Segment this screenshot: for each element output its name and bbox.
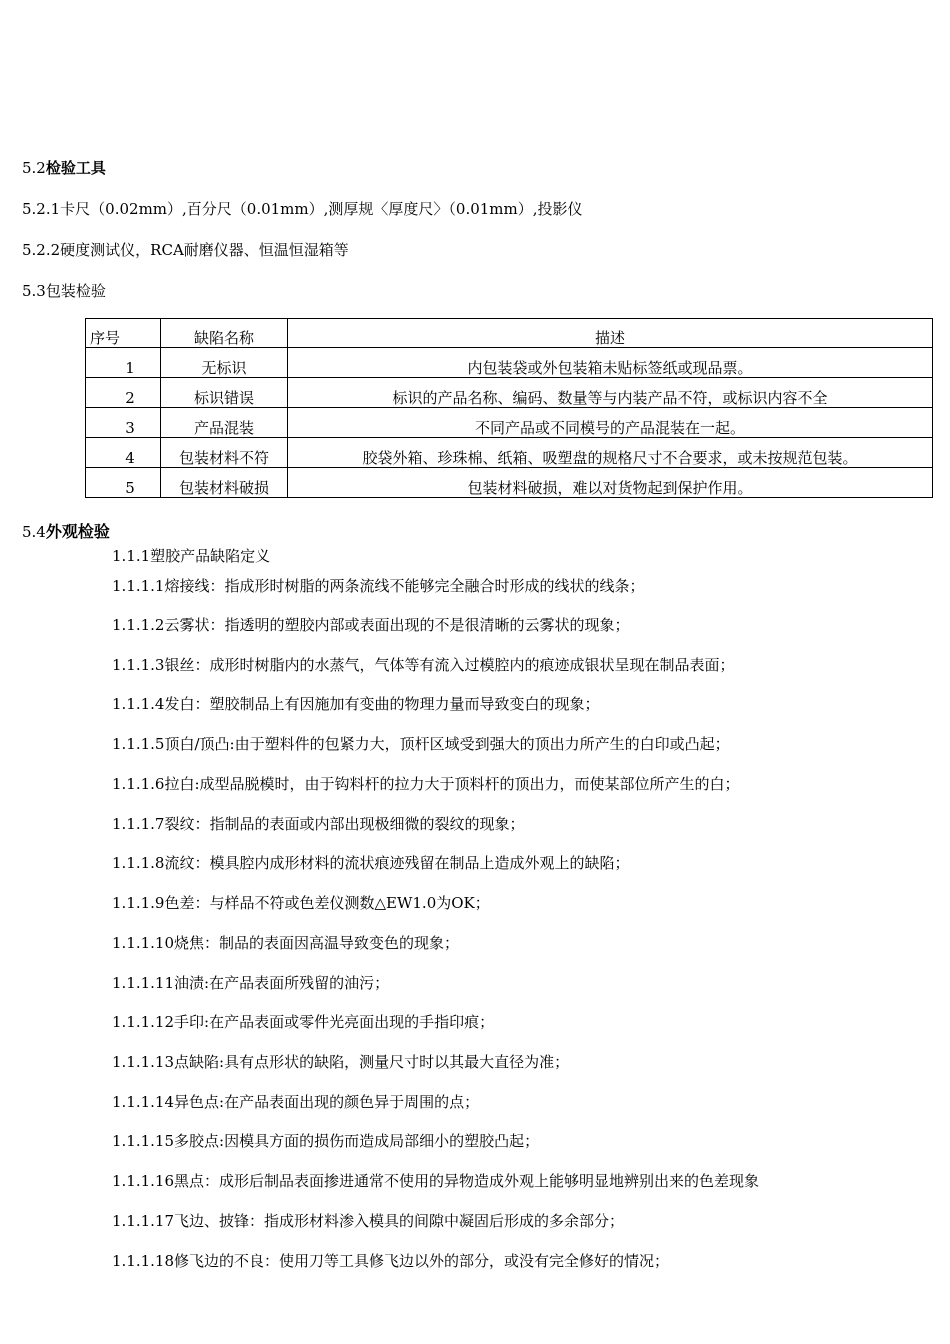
section-title: 外观检验 — [45, 522, 110, 541]
row-desc: 内包装袋或外包装箱未贴标签纸或现品票。 — [288, 348, 933, 378]
table-row — [86, 378, 933, 408]
header-desc: 描述 — [288, 319, 933, 348]
row-desc: 标识的产品名称、编码、数量等与内装产品不符，或标识内容不全 — [288, 378, 933, 408]
header-no: 序号 — [86, 319, 161, 348]
row-no: 4 — [86, 438, 161, 468]
defect-definition: 1.1.1.17飞边、披锋：指成形材料渗入模具的间隙中凝固后形成的多余部分； — [112, 1212, 625, 1230]
section-title: 检验工具 — [45, 159, 106, 177]
defect-definition: 1.1.1.8流纹：模具腔内成形材料的流状痕迹残留在制品上造成外观上的缺陷； — [112, 854, 630, 872]
defect-definition: 1.1.1.3银丝：成形时树脂内的水蒸气，气体等有流入过模腔内的痕迹成银状呈现在制品表面； — [112, 656, 735, 674]
row-no: 1 — [86, 348, 161, 378]
defect-definition: 1.1.1.18修飞边的不良：使用刀等工具修飞边以外的部分，或没有完全修好的情况； — [112, 1252, 670, 1270]
row-name: 标识错误 — [161, 378, 288, 408]
row-desc: 胶袋外箱、珍珠棉、纸箱、吸塑盘的规格尺寸不合要求，或未按规范包装。 — [288, 438, 933, 468]
line-5-2-1: 5.2.1卡尺（0.02mm）,百分尺（0.01mm）,测厚规〈厚度尺〉（0.01mm）,投影仪 — [22, 200, 583, 218]
defect-definition: 1.1.1.14异色点:在产品表面出现的颜色异于周围的点； — [112, 1093, 480, 1111]
defect-definition: 1.1.1.6拉白:成型品脱模时，由于钩料杆的拉力大于顶料杆的顶出力，而使某部位所产生的白； — [112, 775, 740, 793]
row-name: 产品混装 — [161, 408, 288, 438]
defect-definition: 1.1.1.11油渍:在产品表面所残留的油污； — [112, 974, 390, 992]
defect-definition: 1.1.1.15多胶点:因模具方面的损伤而造成局部细小的塑胶凸起； — [112, 1132, 540, 1150]
row-no: 2 — [86, 378, 161, 408]
table-row — [86, 438, 933, 468]
defect-definition: 1.1.1.7裂纹：指制品的表面或内部出现极细微的裂纹的现象； — [112, 815, 525, 833]
subsection-1-1-1: 1.1.1塑胶产品缺陷定义 — [112, 547, 271, 565]
table-row — [86, 408, 933, 438]
row-name: 包装材料不符 — [161, 438, 288, 468]
header-name: 缺陷名称 — [161, 319, 288, 348]
row-name: 无标识 — [161, 348, 288, 378]
defect-definition: 1.1.1.5顶白/顶凸:由于塑料件的包紧力大，顶杆区域受到强大的顶出力所产生的白印或凸起； — [112, 735, 730, 753]
line-5-2-2: 5.2.2硬度测试仪，RCA耐磨仪器、恒温恒湿箱等 — [22, 241, 349, 259]
defect-definition: 1.1.1.1熔接线：指成形时树脂的两条流线不能够完全融合时形成的线状的线条； — [112, 577, 645, 595]
section-number: 5.4 — [22, 523, 46, 541]
table-row — [86, 348, 933, 378]
row-no: 5 — [86, 468, 161, 498]
defect-definition: 1.1.1.13点缺陷:具有点形状的缺陷，测量尺寸时以其最大直径为准； — [112, 1053, 570, 1071]
table-row — [86, 468, 933, 498]
defect-definition: 1.1.1.10烧焦：制品的表面因高温导致变色的现象； — [112, 934, 460, 952]
section-5-3-heading: 5.3包装检验 — [22, 282, 106, 300]
defect-definition: 1.1.1.16黑点：成形后制品表面掺进通常不使用的异物造成外观上能够明显地辨别出来的色差现象 — [112, 1172, 760, 1190]
section-number: 5.2 — [22, 159, 46, 177]
row-desc: 包装材料破损，难以对货物起到保护作用。 — [288, 468, 933, 498]
section-5-2-heading — [22, 158, 106, 178]
packaging-defect-table — [85, 318, 933, 498]
row-desc: 不同产品或不同模号的产品混装在一起。 — [288, 408, 933, 438]
section-5-4-heading — [22, 522, 110, 542]
table-header-row — [86, 319, 933, 348]
defect-definition: 1.1.1.9色差：与样品不符或色差仪测数△EW1.0为OK； — [112, 894, 490, 912]
row-name: 包装材料破损 — [161, 468, 288, 498]
defect-definition: 1.1.1.2云雾状：指透明的塑胶内部或表面出现的不是很清晰的云雾状的现象； — [112, 616, 630, 634]
defect-definition: 1.1.1.12手印:在产品表面或零件光亮面出现的手指印痕； — [112, 1013, 495, 1031]
defect-definition: 1.1.1.4发白：塑胶制品上有因施加有变曲的物理力量而导致变白的现象； — [112, 695, 600, 713]
row-no: 3 — [86, 408, 161, 438]
